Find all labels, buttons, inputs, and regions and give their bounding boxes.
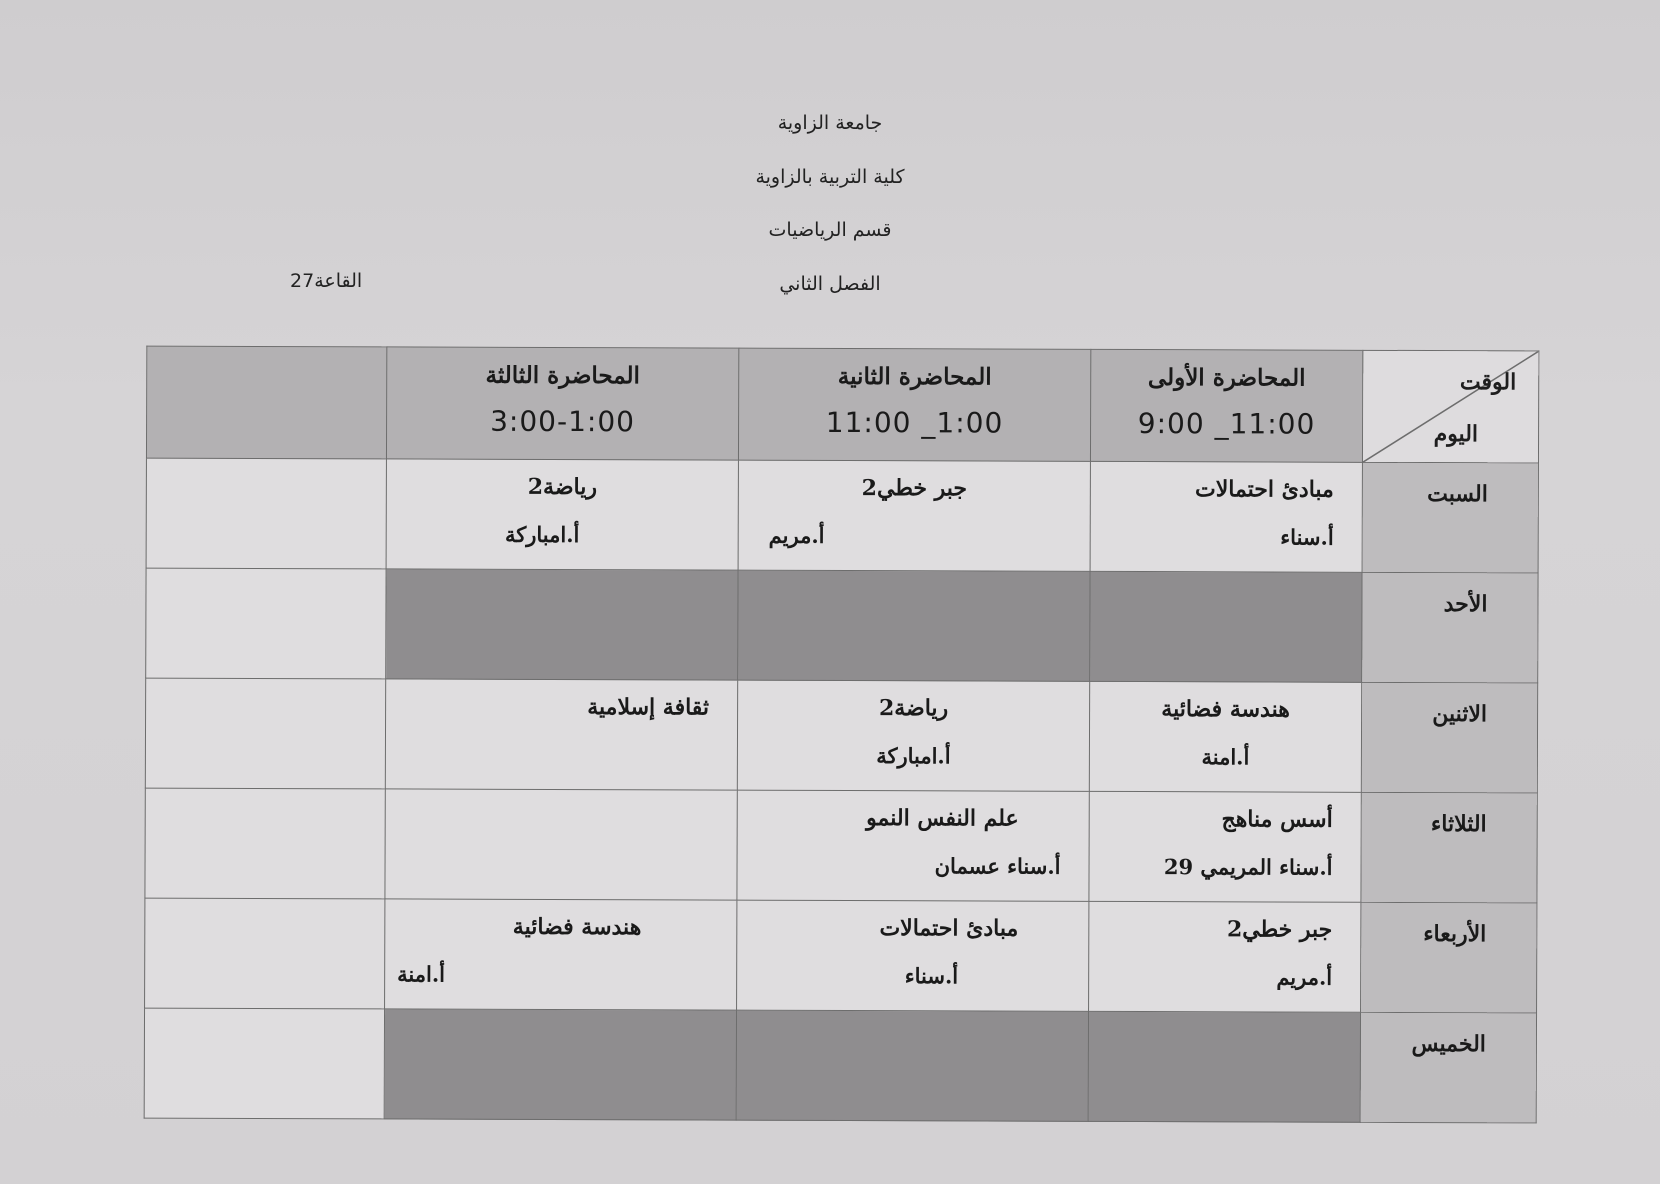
course-name: مبادئ احتمالات [879, 915, 1019, 942]
course-name: هندسة فضائية [512, 913, 642, 941]
shaded-cell [1090, 571, 1362, 682]
empty-cell [144, 1008, 384, 1119]
lecture-title: المحاضرة الثالثة [485, 361, 641, 390]
header-row [146, 346, 1538, 463]
day-cell [1360, 1012, 1536, 1123]
schedule-cell [737, 900, 1089, 1011]
schedule-cell [1089, 901, 1361, 1012]
course-name: ثقافة إسلامية [587, 694, 710, 721]
schedule-cell [738, 460, 1090, 571]
shaded-cell [386, 569, 738, 680]
course-name: جبر خطي2 [861, 475, 968, 502]
lecture-time: 11:00_ 9:00 [1137, 407, 1316, 441]
schedule-cell [385, 899, 737, 1010]
table-row [144, 1008, 1536, 1123]
lecture-time: 3:00-1:00 [490, 404, 636, 439]
corner-cell [1362, 350, 1538, 463]
day-cell [1361, 792, 1537, 903]
day-name: السبت [1427, 481, 1488, 508]
day-cell [1361, 902, 1537, 1013]
teacher-name: أ.مريم [768, 522, 825, 548]
course-name: رياضة2 [527, 473, 598, 501]
schedule-cell [737, 680, 1089, 791]
corner-time-label: الوقت [1459, 369, 1517, 396]
shaded-cell [736, 1010, 1088, 1121]
semester-label: الفصل الثاني [779, 273, 881, 295]
teacher-name: أ.سناء عسمان [934, 853, 1061, 879]
teacher-name: أ.امباركة [504, 521, 580, 548]
day-cell [1361, 682, 1537, 793]
day-cell [1362, 572, 1538, 683]
lecture-header-1 [1090, 349, 1362, 462]
shaded-cell [1088, 1011, 1360, 1122]
lecture-header-2 [738, 348, 1090, 461]
teacher-name: أ.امنة [1201, 744, 1250, 770]
schedule-cell [737, 790, 1089, 901]
teacher-name: أ.امنة [397, 961, 446, 987]
shaded-cell [738, 570, 1090, 681]
day-cell [1362, 462, 1538, 573]
teacher-name: أ.سناء المريمي 29 [1163, 854, 1333, 880]
table-row [145, 678, 1537, 793]
empty-cell [145, 898, 385, 1009]
day-name: الأربعاء [1423, 921, 1487, 948]
corner-day-label: اليوم [1433, 421, 1479, 448]
day-name: الثلاثاء [1430, 811, 1487, 838]
teacher-name: أ.سناء [1280, 524, 1334, 550]
shaded-cell [384, 1009, 736, 1120]
day-name: الخميس [1411, 1030, 1486, 1058]
lecture-time: 1:00_ 11:00 [825, 405, 1004, 440]
teacher-name: أ.امباركة [876, 743, 951, 769]
table-row [146, 458, 1538, 573]
extra-header-cell [146, 346, 386, 459]
lecture-title: المحاضرة الأولى [1147, 364, 1306, 392]
teacher-name: أ.مريم [1276, 964, 1333, 990]
schedule-table [144, 346, 1540, 1124]
empty-cell [145, 788, 385, 899]
schedule-cell [386, 459, 738, 570]
table-row [145, 898, 1537, 1013]
course-name: أسس مناهج [1221, 806, 1333, 833]
course-name: علم النفس النمو [866, 805, 1019, 832]
table-row [145, 788, 1537, 903]
table-row [146, 568, 1538, 683]
empty-cell [146, 458, 386, 569]
lecture-title: المحاضرة الثانية [837, 362, 992, 391]
day-name: الأحد [1443, 591, 1488, 618]
teacher-name [386, 719, 737, 742]
schedule-cell [385, 679, 737, 790]
course-name: رياضة2 [878, 695, 949, 722]
lecture-header-3 [386, 347, 738, 460]
university-name: جامعة الزاوية [777, 112, 883, 134]
course-name: جبر خطي2 [1226, 916, 1333, 943]
room-label: القاعة27 [290, 270, 363, 292]
schedule-cell [1089, 791, 1361, 902]
schedule-cell [1090, 461, 1362, 572]
course-name: هندسة فضائية [1161, 696, 1290, 723]
day-name: الاثنين [1432, 701, 1488, 728]
schedule-cell [1089, 681, 1361, 792]
empty-cell [385, 789, 737, 900]
empty-cell [145, 678, 385, 789]
department-name: قسم الرياضيات [768, 219, 892, 241]
course-name: مبادئ احتمالات [1194, 476, 1334, 503]
teacher-name: أ.سناء [904, 963, 959, 989]
empty-cell [146, 568, 386, 679]
faculty-name: كلية التربية بالزاوية [755, 166, 905, 188]
